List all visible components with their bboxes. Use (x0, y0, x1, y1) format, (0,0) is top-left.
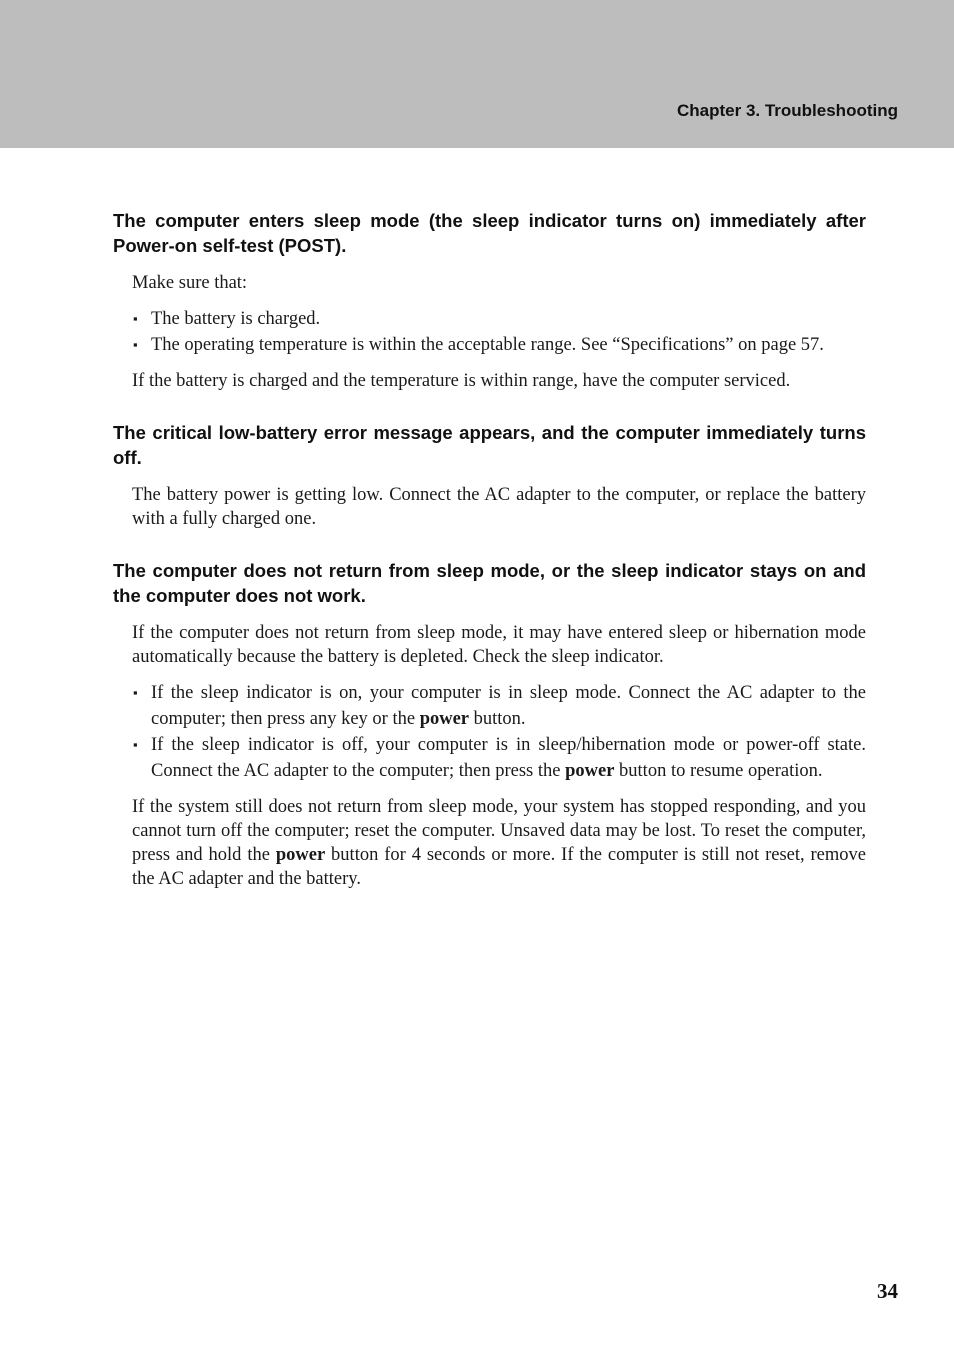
section-sleep-after-post (113, 208, 866, 393)
power-keyword: power (419, 709, 470, 729)
section-heading: The computer does not return from sleep mode, or the sleep indicator stays on and the computer does not work. (113, 560, 866, 606)
list-item-text-end: button to resume operation. (614, 761, 823, 781)
bullet-marker: ▪ (133, 737, 138, 752)
chapter-title: Chapter 3. Troubleshooting (676, 101, 898, 120)
power-keyword: power (565, 761, 615, 781)
section-low-battery (113, 420, 866, 531)
section-no-return-from-sleep (113, 558, 866, 891)
outro-text-start: If the system still does not return from sleep mode, your system has stopped responding, and you cannot turn off the computer; reset the computer. Unsaved data may be lost. To reset the computer, press and hold the (132, 797, 866, 865)
power-keyword: power (275, 845, 326, 865)
section-outro (132, 795, 866, 891)
list-item (132, 680, 866, 732)
page-number: 34 (877, 1279, 898, 1303)
bullet-marker: ▪ (133, 685, 138, 700)
section-intro: If the computer does not return from sleep mode, it may have entered sleep or hibernation mode automatically because the battery is depleted. Check the sleep indicator. (132, 623, 866, 667)
list-item-text-start: If the sleep indicator is off, your computer is in sleep/hibernation mode or power-off state. Connect the AC adapter to the computer; then press the (151, 735, 866, 781)
outro-text-end: button for 4 seconds or more. If the computer is still not reset, remove the AC adapter and the battery. (132, 845, 866, 889)
section-body: The battery power is getting low. Connect the AC adapter to the computer, or replace the battery with a fully charged one. (132, 485, 866, 529)
list-item-text-start: If the sleep indicator is on, your computer is in sleep mode. Connect the AC adapter to the computer; then press any key or the (151, 683, 866, 729)
section-intro: Make sure that: (132, 273, 248, 293)
bullet-list (132, 306, 866, 358)
header-band (0, 0, 954, 148)
bullet-list (132, 680, 866, 784)
list-item-text: The battery is charged. (151, 309, 321, 329)
list-item-text: The operating temperature is within the acceptable range. See “Specifications” on page 57. (151, 335, 824, 355)
bullet-marker: ▪ (133, 337, 138, 352)
list-item (132, 732, 866, 784)
page-content (113, 208, 866, 902)
section-heading: The computer enters sleep mode (the sleep indicator turns on) immediately after Power-on self-test (POST). (113, 210, 866, 256)
section-heading: The critical low-battery error message appears, and the computer immediately turns off. (113, 422, 866, 468)
list-item (132, 306, 866, 332)
section-outro: If the battery is charged and the temperature is within range, have the computer serviced. (132, 371, 791, 391)
list-item-text-end: button. (469, 709, 526, 729)
list-item (132, 332, 866, 358)
bullet-marker: ▪ (133, 311, 138, 326)
